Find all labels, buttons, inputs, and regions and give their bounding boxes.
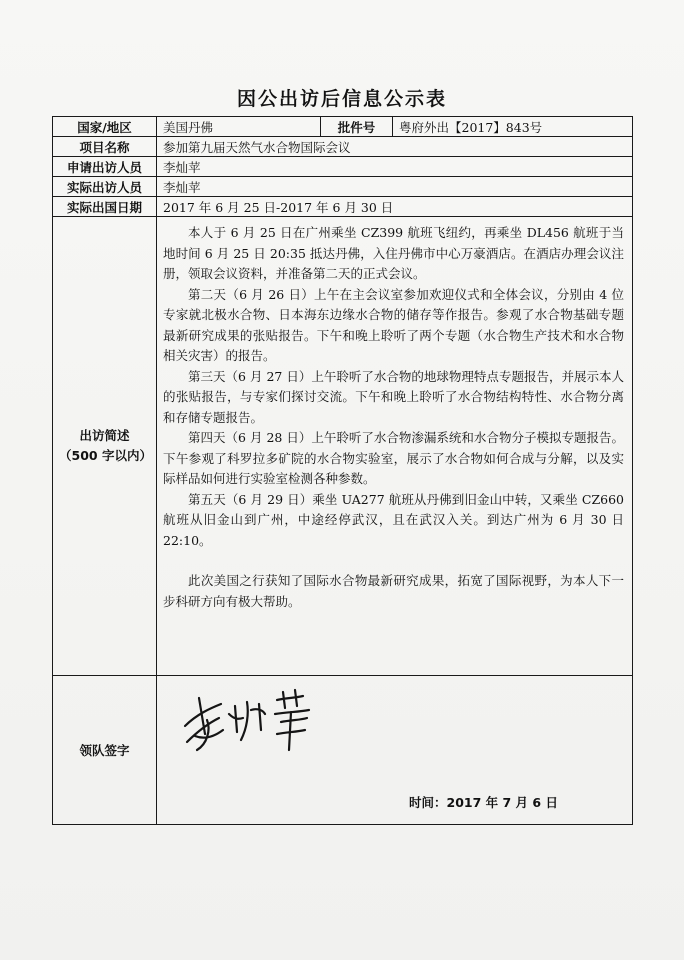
summary-text-cell [157, 217, 633, 676]
table-row-project [53, 137, 633, 157]
summary-label-cell [53, 217, 157, 676]
summary-paragraph: 此次美国之行获知了国际水合物最新研究成果，拓宽了国际视野，为本人下一步科研方向有极大帮助。 [163, 573, 624, 609]
table-row-dates [53, 197, 633, 217]
project-value: 参加第九届天然气水合物国际会议 [157, 137, 633, 157]
country-value: 美国丹佛 [157, 117, 321, 137]
applicant-label: 申请出访人员 [53, 157, 157, 177]
summary-paragraph: 第五天（6 月 29 日）乘坐 UA277 航班从丹佛到旧金山中转，又乘坐 CZ660 航班从旧金山到广州，中途经停武汉，且在武汉入关。到达广州为 6 月 30 日 22:10。 [163, 491, 624, 548]
document-title: 因公出访后信息公示表 [236, 88, 447, 110]
actual-label: 实际出访人员 [53, 177, 157, 197]
country-label: 国家/地区 [53, 117, 157, 137]
summary-label: 出访简述 [79, 428, 130, 443]
summary-paragraph: 第三天（6 月 27 日）上午聆听了水合物的地球物理特点专题报告，并展示本人的张贴报告，与专家们探讨交流。下午和晚上聆听了水合物结构特性、水合物分离和存储专题报告。 [163, 368, 624, 425]
approval-value: 粤府外出【2017】843号 [393, 117, 633, 137]
table-row-country [53, 117, 633, 137]
table-row-summary [53, 217, 633, 676]
actual-value: 李灿苹 [157, 177, 633, 197]
sign-date: 时间：2017 年 7 月 6 日 [409, 795, 558, 810]
summary-label-limit: （500 字以内） [59, 448, 152, 463]
signature-label: 领队签字 [53, 676, 157, 825]
summary-paragraph: 第二天（6 月 26 日）上午在主会议室参加欢迎仪式和全体会议，分别由 4 位专家就北极水合物、日本海东边缘水合物的储存等作报告。参观了水合物基础专题最新研究成果的张贴报告。下午和晚上聆听了两个专题（水合物生产技术和水合物相关灾害）的报告。 [163, 286, 624, 363]
approval-label: 批件号 [321, 117, 393, 137]
dates-value: 2017 年 6 月 25 日-2017 年 6 月 30 日 [157, 197, 633, 217]
summary-paragraph: 本人于 6 月 25 日在广州乘坐 CZ399 航班飞纽约，再乘坐 DL456 航班于当地时间 6 月 25 日 20:35 抵达丹佛，入住丹佛市中心万豪酒店。在酒店办理会议注册，领取会议资料，并准备第二天的正式会议。 [163, 225, 624, 281]
handwritten-signature [177, 684, 317, 754]
signature-cell [157, 676, 633, 825]
table-row-actual [53, 177, 633, 197]
applicant-value: 李灿苹 [157, 157, 633, 177]
summary-paragraph: 第四天（6 月 28 日）上午聆听了水合物渗漏系统和水合物分子模拟专题报告。下午参观了科罗拉多矿院的水合物实验室，展示了水合物如何合成与分解，以及实际样品如何进行实验室检测各种参数。 [163, 430, 624, 486]
dates-label: 实际出国日期 [53, 197, 157, 217]
project-label: 项目名称 [53, 137, 157, 157]
disclosure-form-table [52, 116, 633, 825]
table-row-applicant [53, 157, 633, 177]
table-row-signature [53, 676, 633, 825]
